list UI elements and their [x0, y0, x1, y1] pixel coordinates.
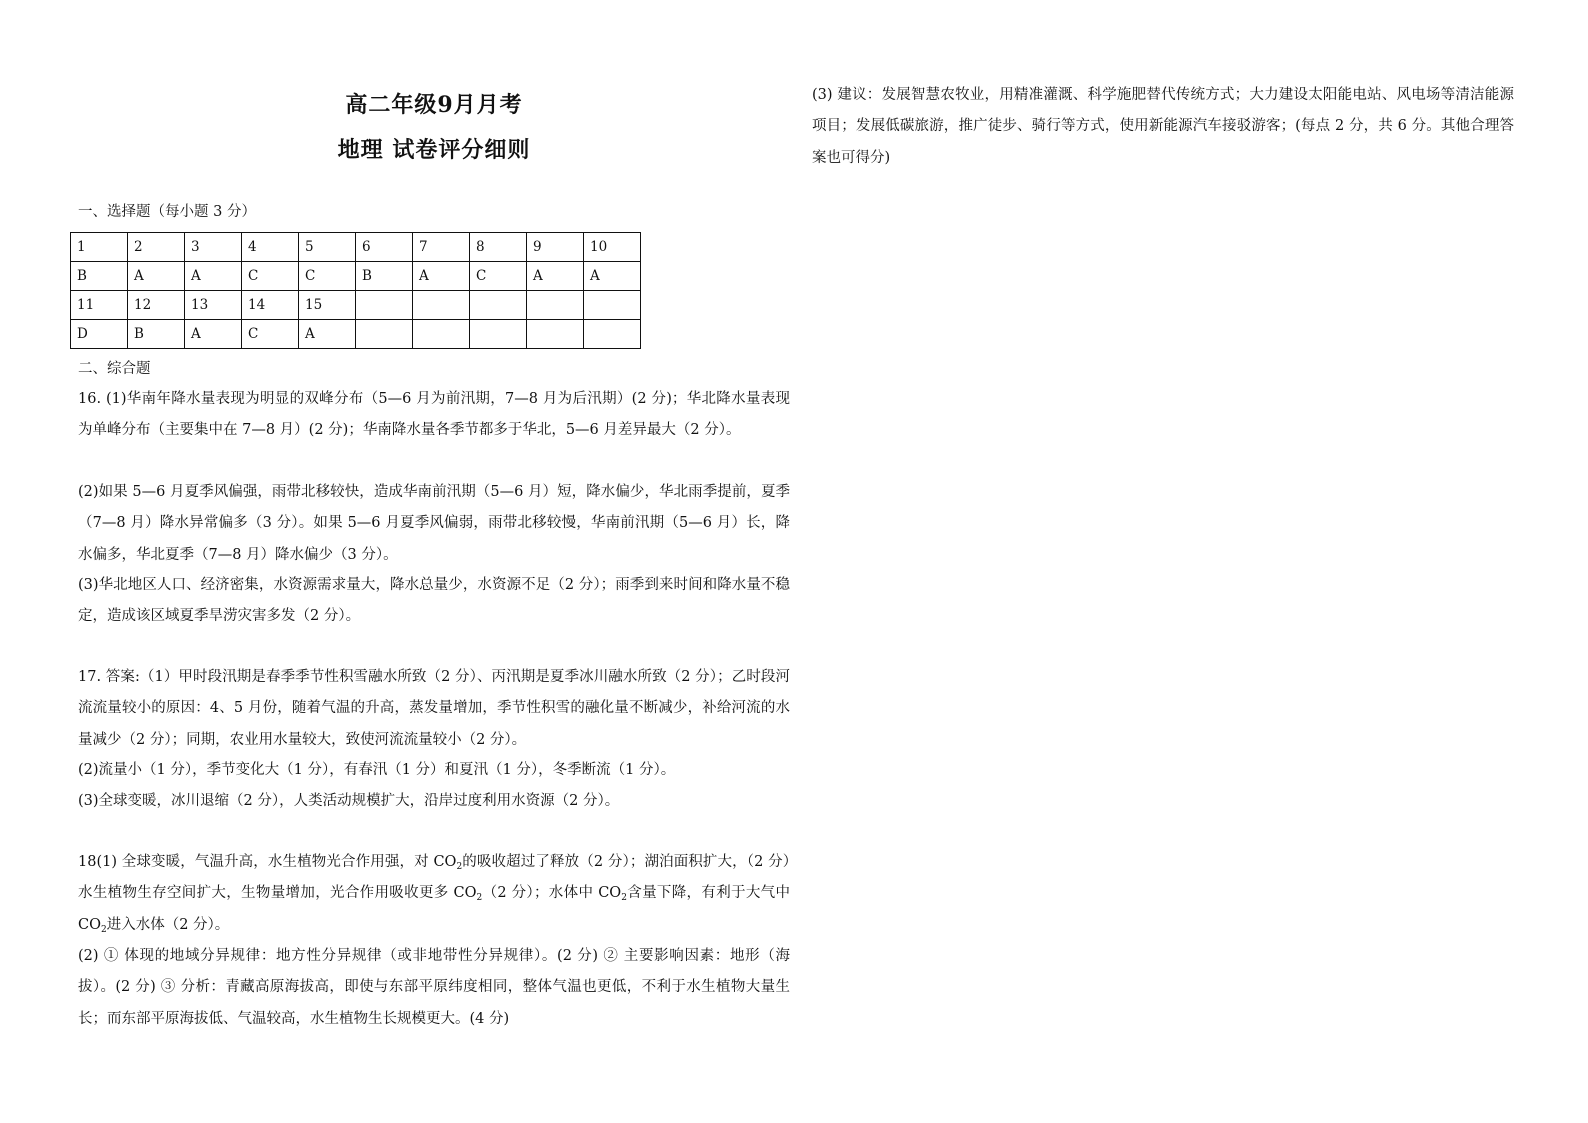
q18-part3: (3) 建议：发展智慧农牧业，用精准灌溉、科学施肥替代传统方式；大力建设太阳能电站、风电场等清洁能源项目；发展低碳旅游，推广徒步、骑行等方式，使用新能源汽车接驳游客；(每点 2 分，共 6 分。其他合理答案也可得分)	[812, 87, 1514, 166]
answer-table-cell	[356, 320, 413, 349]
answer-table-cell: 9	[527, 233, 584, 262]
answer-table-cell: 14	[242, 291, 299, 320]
answer-table-cell	[470, 320, 527, 349]
answer-table-cell	[413, 291, 470, 320]
answer-table-cell: A	[128, 262, 185, 291]
q16-part3: (3)华北地区人口、经济密集，水资源需求量大，降水总量少，水资源不足（2 分）；雨季到来时间和降水量不稳定，造成该区域夏季旱涝灾害多发（2 分）。	[78, 577, 790, 625]
q16-part1: 16. (1)华南年降水量表现为明显的双峰分布（5—6 月为前汛期，7—8 月为后汛期）(2 分)；华北降水量表现为单峰分布（主要集中在 7—8 月）(2 分)；华南降水量各季节都多于华北，5—6 月差异最大（2 分）。	[78, 391, 790, 439]
answer-table-cell: 13	[185, 291, 242, 320]
answer-table-cell	[584, 291, 641, 320]
answer-table-cell: C	[242, 320, 299, 349]
answer-table-cell: 4	[242, 233, 299, 262]
answer-table-cell: 7	[413, 233, 470, 262]
left-column	[78, 0, 790, 1123]
answer-table-cell: A	[185, 320, 242, 349]
answer-table-cell: C	[470, 262, 527, 291]
q18-part2: (2) ① 体现的地域分异规律：地方性分异规律（或非地带性分异规律）。(2 分) ② 主要影响因素：地形（海拔）。(2 分) ③ 分析：青藏高原海拔高，即使与东部平原纬度相同，整体气温也更低，不利于水生植物大量生长；而东部平原海拔低、气温较高，水生植物生长规模更大。(4 分)	[78, 948, 790, 1027]
answer-table-cell: 6	[356, 233, 413, 262]
answer-table-row	[71, 291, 641, 320]
q17-part3: (3)全球变暖，冰川退缩（2 分），人类活动规模扩大，沿岸过度利用水资源（2 分）。	[78, 793, 620, 809]
section-heading-choice: 一、选择题（每小题 3 分）	[78, 204, 256, 220]
page-title: 高二年级9月月考	[345, 92, 523, 118]
answer-table-cell: A	[413, 262, 470, 291]
section-heading-comprehensive: 二、综合题	[78, 361, 151, 377]
answer-table-cell: A	[299, 320, 356, 349]
answer-table-cell: C	[299, 262, 356, 291]
answer-table-cell: A	[185, 262, 242, 291]
answer-table-cell: 12	[128, 291, 185, 320]
answer-table-cell	[470, 291, 527, 320]
answer-table-cell: C	[242, 262, 299, 291]
answer-table-row	[71, 262, 641, 291]
answer-table-cell	[413, 320, 470, 349]
answer-table-cell: B	[71, 262, 128, 291]
answer-table-row	[71, 320, 641, 349]
answer-table-cell: 10	[584, 233, 641, 262]
answer-table-cell: A	[527, 262, 584, 291]
answer-table-cell: 3	[185, 233, 242, 262]
answer-table-cell: 15	[299, 291, 356, 320]
answer-table	[70, 232, 641, 349]
answer-table-cell	[527, 291, 584, 320]
q16-part2: (2)如果 5—6 月夏季风偏强，雨带北移较快，造成华南前汛期（5—6 月）短，降水偏少，华北雨季提前，夏季（7—8 月）降水异常偏多（3 分）。如果 5—6 月夏季风偏弱，雨带北移较慢，华南前汛期（5—6 月）长，降水偏多，华北夏季（7—8 月）降水偏少（3 分）。	[78, 484, 790, 563]
answer-table-cell: 8	[470, 233, 527, 262]
answer-table-cell: B	[128, 320, 185, 349]
page-subtitle: 地理 试卷评分细则	[337, 137, 531, 163]
answer-table-cell	[527, 320, 584, 349]
answer-table-cell: 11	[71, 291, 128, 320]
answer-table-cell	[584, 320, 641, 349]
answer-table-cell: 1	[71, 233, 128, 262]
right-column	[812, 0, 1522, 1123]
answer-table-cell	[356, 291, 413, 320]
q17-part2: (2)流量小（1 分），季节变化大（1 分），有春汛（1 分）和夏汛（1 分），冬季断流（1 分）。	[78, 762, 676, 778]
q17-part1: 17. 答案:（1）甲时段汛期是春季季节性积雪融水所致（2 分）、丙汛期是夏季冰川融水所致（2 分）；乙时段河流流量较小的原因：4、5 月份，随着气温的升高，蒸发量增加，季节性积雪的融化量不断减少，补给河流的水量减少（2 分）；同期，农业用水量较大，致使河流流量较小（2 分）。	[78, 669, 790, 748]
answer-table-cell: 2	[128, 233, 185, 262]
answer-table-cell: B	[356, 262, 413, 291]
answer-table-row	[71, 233, 641, 262]
answer-table-cell: 5	[299, 233, 356, 262]
q18-part1: 18(1) 全球变暖，气温升高，水生植物光合作用强，对 $CO_2$的吸收超过了释放（2 分）；湖泊面积扩大，（2 分）水生植物生存空间扩大，生物量增加，光合作用吸收更多 $CO_2(2$ 分）；水体中 $CO_2$含量下降，有利于大气中 $CO_2$进入水体（2 分）。	[78, 854, 790, 935]
answer-table-cell: D	[71, 320, 128, 349]
answer-table-cell: A	[584, 262, 641, 291]
